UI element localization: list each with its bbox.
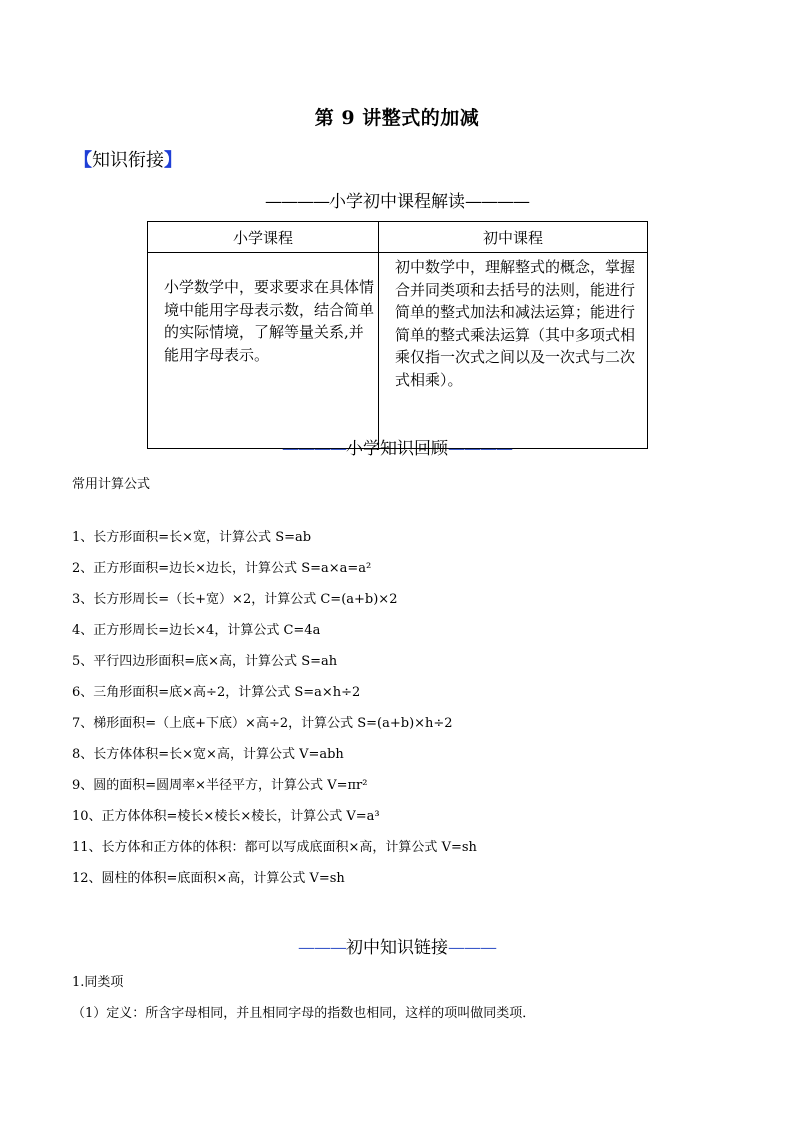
section-tag-close: 】 [164,150,182,171]
formula-item: 8、长方体体积=长×宽×高，计算公式 V=abh [72,747,344,762]
subhead-curriculum-label: 小学初中课程解读 [329,192,465,212]
subhead-review-label: 小学知识回顾 [346,439,448,459]
section-tag-open: 【 [74,150,92,171]
subhead-link-left-dash: ——— [298,938,346,958]
subhead-link-label: 初中知识链接 [346,938,448,958]
formula-item: 4、正方形周长=边长×4，计算公式 C=4a [72,623,321,638]
formula-item: 5、平行四边形面积=底×高，计算公式 S=ah [72,654,338,669]
formula-item: 11、长方体和正方体的体积：都可以写成底面积×高，计算公式 V=sh [72,840,477,855]
subhead-review-left-dash: ———— [282,439,346,459]
table-row [148,253,648,449]
table-cell-primary: 小学数学中，要求要求在具体情境中能用字母表示数，结合简单的实际情境，了解等量关系,并能用字母表示。 [148,253,379,449]
page-title: 第 9 讲整式的加减 [314,107,480,129]
formula-list [72,529,477,901]
table-header-junior: 初中课程 [379,222,648,253]
subhead-link-right-dash: ——— [448,938,496,958]
table-header-row [148,222,648,253]
subhead-curriculum-right-dash: ———— [465,192,529,212]
like-terms-heading: 1.同类项 [72,975,124,990]
curriculum-table [147,221,648,449]
section-tag [74,146,182,172]
formula-item: 1、长方形面积=长×宽，计算公式 S=ab [72,530,312,545]
subhead-curriculum-left-dash: ———— [265,192,329,212]
formula-item: 3、长方形周长=（长+宽）×2，计算公式 C=(a+b)×2 [72,592,398,607]
subhead-review-right-dash: ———— [448,439,512,459]
subhead-curriculum [0,187,794,212]
formula-item: 10、正方体体积=棱长×棱长×棱长，计算公式 V=a³ [72,809,380,824]
section-tag-label: 知识衔接 [92,150,164,171]
subhead-link [0,933,794,958]
table-cell-junior: 初中数学中，理解整式的概念，掌握合并同类项和去括号的法则，能进行简单的整式加法和减法运算；能进行简单的整式乘法运算（其中多项式相乘仅指一次式之间以及一次式与二次式相乘）。 [379,253,648,449]
subhead-review [0,434,794,459]
formula-item: 2、正方形面积=边长×边长，计算公式 S=a×a=a² [72,561,372,576]
formula-title: 常用计算公式 [72,477,151,492]
formula-item: 6、三角形面积=底×高÷2，计算公式 S=a×h÷2 [72,685,361,700]
formula-item: 9、圆的面积=圆周率×半径平方，计算公式 V=πr² [72,778,368,793]
like-terms-definition: （1）定义：所含字母相同，并且相同字母的指数也相同，这样的项叫做同类项． [72,1006,536,1021]
formula-item: 7、梯形面积=（上底+下底）×高÷2，计算公式 S=(a+b)×h÷2 [72,716,453,731]
formula-item: 12、圆柱的体积=底面积×高，计算公式 V=sh [72,871,345,886]
table-header-primary: 小学课程 [148,222,379,253]
